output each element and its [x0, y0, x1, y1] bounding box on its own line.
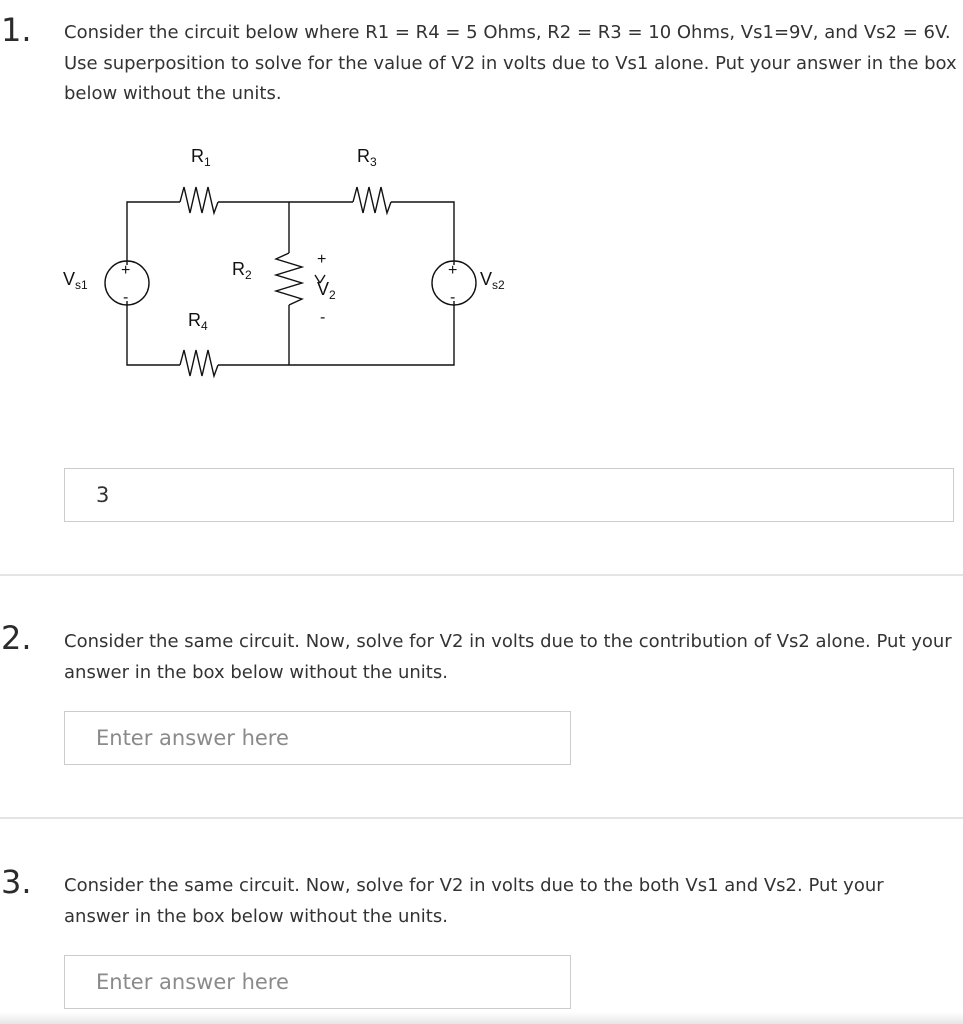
v2-plus: +: [317, 251, 327, 268]
r1-resistor: [180, 187, 218, 213]
question-3-text: Consider the same circuit. Now, solve for V2 in volts due to the both Vs1 and Vs2. Put your answer in the box below without the units.: [64, 875, 884, 927]
question-1-answer-input[interactable]: [64, 468, 954, 522]
question-2-text: Consider the same circuit. Now, solve for V2 in volts due to the contribution of Vs2 alone. Put your answer in the box below without the units.: [64, 631, 952, 683]
section-divider: [0, 817, 963, 819]
r2-resistor: [276, 253, 302, 305]
question-1-number: 1.: [1, 11, 32, 49]
vs1-plus: +: [121, 262, 131, 279]
section-divider: [0, 574, 963, 576]
r3-label: $R_3$: [357, 146, 377, 169]
r2-label: $R_2$: [232, 259, 252, 282]
r3-resistor: [353, 187, 391, 213]
v2-label: $V_2$: [317, 279, 336, 302]
question-1-text: Consider the circuit below where R1 = R4 = 5 Ohms, R2 = R3 = 10 Ohms, Vs1=9V, and Vs2 = 6V. Use superposition to solve for the value of V2 in volts due to Vs1 alone. Put your answer in the box below without the units.: [64, 22, 957, 104]
r4-resistor: [180, 350, 218, 376]
bottom-shadow: [0, 1012, 963, 1024]
circuit-diagram: [55, 135, 535, 405]
vs2-label: $V_{s2}$: [480, 269, 505, 292]
r1-label: $R_1$: [191, 146, 211, 169]
vs2-minus: -: [450, 289, 456, 306]
question-2-answer-input[interactable]: [64, 711, 571, 765]
circuit-wires: [105, 187, 476, 376]
vs1-minus: -: [123, 289, 129, 306]
vs1-label: $V_{s1}$: [63, 269, 88, 292]
v2-minus: -: [320, 309, 326, 326]
r4-label: $R_4$: [188, 310, 208, 333]
question-2-number: 2.: [1, 619, 32, 657]
question-3-number: 3.: [1, 863, 32, 901]
question-3-answer-input[interactable]: [64, 955, 571, 1009]
vs2-plus: +: [448, 262, 458, 279]
